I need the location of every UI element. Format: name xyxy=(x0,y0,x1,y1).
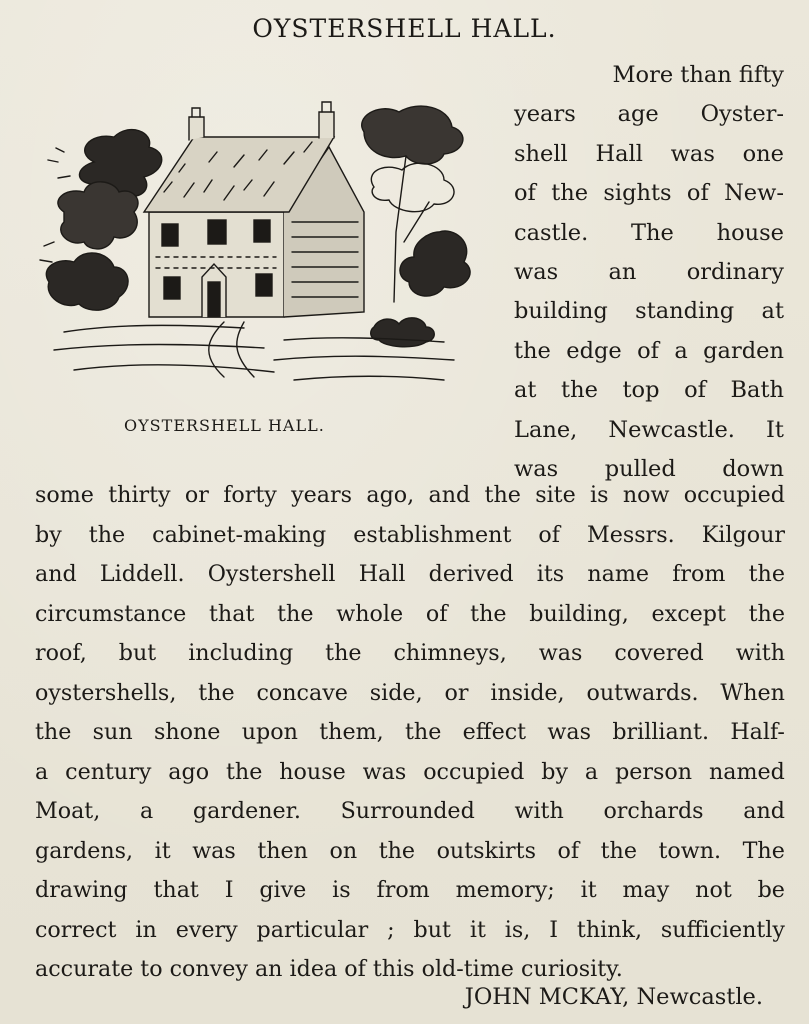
word: and xyxy=(743,798,785,824)
word: ordinary xyxy=(686,258,784,285)
word: sights xyxy=(603,180,672,207)
text-line xyxy=(514,95,784,134)
word: the xyxy=(198,679,235,706)
word: but xyxy=(413,916,451,943)
word: every xyxy=(175,916,238,943)
word: the xyxy=(748,561,785,587)
word: name xyxy=(587,561,650,587)
word: It xyxy=(766,416,784,443)
house-engraving-icon xyxy=(34,92,494,392)
text-line xyxy=(514,174,784,213)
word: of xyxy=(538,521,560,548)
text-line xyxy=(35,595,785,635)
word: Kilgour xyxy=(701,521,785,548)
text-line xyxy=(514,411,784,450)
word: forty xyxy=(223,482,277,508)
word: of xyxy=(425,600,448,627)
word: covered xyxy=(614,640,704,666)
word: was xyxy=(362,758,407,785)
oystershell-hall-illustration xyxy=(34,92,494,392)
word: age xyxy=(617,101,659,128)
word: edge xyxy=(566,337,622,364)
word: of xyxy=(684,377,706,404)
word: Oyster- xyxy=(700,101,784,128)
word: of xyxy=(514,180,536,207)
text-line-content: More than fifty xyxy=(612,62,784,88)
text-line-content: accurate to convey an idea of this old-time curiosity. xyxy=(35,956,623,982)
word: a xyxy=(139,798,154,824)
intro-column xyxy=(514,56,784,489)
word: may xyxy=(622,877,670,903)
word: them, xyxy=(319,719,384,745)
word: the xyxy=(514,337,551,364)
word: a xyxy=(674,337,688,364)
word: gardens, xyxy=(35,837,134,864)
word: Liddell. xyxy=(99,561,185,587)
word: and xyxy=(428,482,471,508)
word: or xyxy=(444,679,469,706)
word: particular xyxy=(256,916,369,943)
word: it xyxy=(580,877,597,903)
word: including xyxy=(188,640,294,666)
word: a xyxy=(584,758,599,785)
word: top xyxy=(622,377,660,404)
word: was xyxy=(670,140,715,167)
word: outskirts xyxy=(436,837,536,864)
word: or xyxy=(184,482,209,508)
word: effect xyxy=(462,719,527,745)
word: is, xyxy=(504,916,531,943)
word: of xyxy=(686,180,709,207)
article-body xyxy=(35,476,785,990)
text-line xyxy=(514,292,784,331)
word: it xyxy=(154,837,171,864)
word: the xyxy=(277,600,314,627)
word: at xyxy=(761,298,784,325)
article-title: OYSTERSHELL HALL. xyxy=(252,14,557,43)
word: correct xyxy=(35,916,117,943)
word: be xyxy=(757,877,785,903)
word: the xyxy=(561,377,598,404)
word: the xyxy=(748,600,785,627)
text-line xyxy=(514,214,784,253)
word: Bath xyxy=(730,377,784,404)
word: drawing xyxy=(35,877,128,903)
word: person xyxy=(615,758,693,785)
word: except xyxy=(651,600,726,627)
author-signature: JOHN MCKAY, Newcastle. xyxy=(464,984,763,1010)
word: sufficiently xyxy=(660,916,785,943)
word: upon xyxy=(241,719,298,745)
text-line xyxy=(35,674,785,714)
word: building, xyxy=(529,600,629,627)
word: concave xyxy=(256,679,348,706)
word: site xyxy=(535,482,576,508)
word: I xyxy=(224,877,234,903)
word: chimneys, xyxy=(393,640,507,666)
word: roof, xyxy=(35,640,87,666)
word: century xyxy=(65,758,152,785)
word: Moat, xyxy=(35,798,101,824)
text-line xyxy=(35,555,785,595)
word: the xyxy=(470,600,507,627)
word: Surrounded xyxy=(340,798,475,824)
word: by xyxy=(541,758,568,785)
text-line xyxy=(35,516,785,556)
word: oystershells, xyxy=(35,679,177,706)
word: town. xyxy=(658,837,722,864)
text-line xyxy=(35,832,785,872)
text-line xyxy=(35,713,785,753)
word: think, xyxy=(576,916,642,943)
word: give xyxy=(259,877,307,903)
text-line xyxy=(35,792,785,832)
word: cabinet-making xyxy=(152,521,327,548)
text-line xyxy=(514,332,784,371)
word: by xyxy=(35,521,62,548)
word: occupied xyxy=(423,758,525,785)
word: the xyxy=(226,758,263,785)
word: an xyxy=(608,258,637,285)
word: New- xyxy=(724,180,784,207)
text-line xyxy=(35,871,785,911)
word: it xyxy=(469,916,486,943)
word: the xyxy=(600,837,637,864)
word: the xyxy=(325,640,362,666)
word: inside, xyxy=(490,679,565,706)
word: Oystershell xyxy=(207,561,336,587)
text-line xyxy=(514,135,784,174)
text-line xyxy=(514,371,784,410)
word: years xyxy=(514,101,576,128)
text-line xyxy=(514,253,784,292)
word: shell xyxy=(514,140,568,167)
word: I xyxy=(549,916,558,943)
word: from xyxy=(672,561,726,587)
word: with xyxy=(735,640,785,666)
word: Messrs. xyxy=(587,521,675,548)
word: was xyxy=(192,837,236,864)
text-line xyxy=(35,753,785,793)
word: one xyxy=(742,140,784,167)
word: was xyxy=(514,258,559,285)
word: from xyxy=(376,877,430,903)
word: building xyxy=(514,298,608,325)
word: brilliant. xyxy=(612,719,709,745)
word: Hall xyxy=(358,561,406,587)
word: garden xyxy=(703,337,784,364)
word: The xyxy=(631,219,674,246)
illustration-caption: OYSTERSHELL HALL. xyxy=(124,416,325,435)
word: on xyxy=(329,837,358,864)
word: was xyxy=(514,455,559,482)
word: and xyxy=(35,561,77,587)
text-line xyxy=(35,911,785,951)
text-line xyxy=(514,56,784,95)
word: The xyxy=(742,837,785,864)
word: then xyxy=(257,837,308,864)
word: a xyxy=(35,758,49,785)
word: ago, xyxy=(366,482,415,508)
word: that xyxy=(153,877,199,903)
word: with xyxy=(514,798,564,824)
word: circumstance xyxy=(35,600,187,627)
word: at xyxy=(514,377,537,404)
word: thirty xyxy=(108,482,171,508)
word: was xyxy=(547,719,591,745)
word: castle. xyxy=(514,219,589,246)
word: years xyxy=(291,482,353,508)
text-line xyxy=(35,476,785,516)
word: the xyxy=(88,521,126,548)
word: was xyxy=(538,640,583,666)
word: house xyxy=(279,758,346,785)
word: is xyxy=(332,877,351,903)
word: outwards. xyxy=(586,679,699,706)
word: gardener. xyxy=(192,798,301,824)
word: Newcastle. xyxy=(608,416,735,443)
word: now xyxy=(622,482,670,508)
word: the xyxy=(484,482,521,508)
word: not xyxy=(695,877,732,903)
word: is xyxy=(590,482,609,508)
word: Hall xyxy=(595,140,643,167)
word: pulled xyxy=(604,455,676,482)
word: the xyxy=(551,180,589,207)
word: some xyxy=(35,482,94,508)
word: down xyxy=(722,455,784,482)
word: the xyxy=(378,837,416,864)
word: the xyxy=(405,719,442,745)
word: sun xyxy=(92,719,133,745)
word: occupied xyxy=(683,482,785,508)
word: Half- xyxy=(730,719,785,745)
word: its xyxy=(536,561,565,587)
word: named xyxy=(708,758,785,785)
word: in xyxy=(135,916,157,943)
word: but xyxy=(118,640,157,666)
word: house xyxy=(716,219,784,246)
word: the xyxy=(35,719,72,745)
word: side, xyxy=(369,679,423,706)
word: derived xyxy=(428,561,514,587)
word: Lane, xyxy=(514,416,578,443)
word: orchards xyxy=(603,798,704,824)
word: When xyxy=(720,679,785,706)
word: ago xyxy=(168,758,210,785)
word: ; xyxy=(387,916,395,943)
word: of xyxy=(637,337,659,364)
word: whole xyxy=(336,600,404,627)
word: that xyxy=(209,600,255,627)
word: shone xyxy=(153,719,221,745)
word: standing xyxy=(635,298,735,325)
text-line xyxy=(35,634,785,674)
word: establishment xyxy=(353,521,512,548)
word: memory; xyxy=(455,877,555,903)
word: of xyxy=(557,837,580,864)
